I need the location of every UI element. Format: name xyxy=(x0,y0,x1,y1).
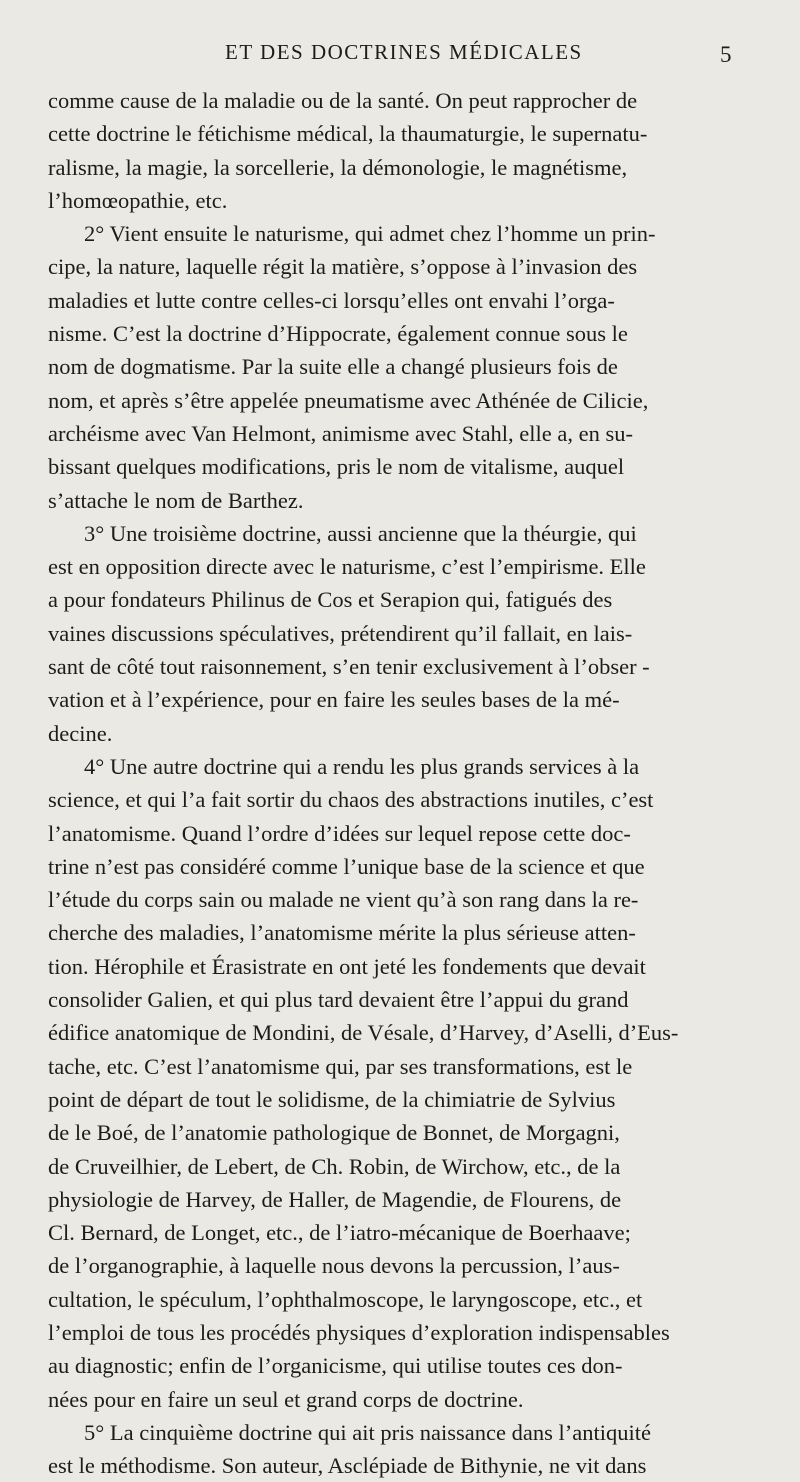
text-line: bissant quelques modifications, pris le nom de vitalisme, auquel xyxy=(48,454,625,480)
text-line: cette doctrine le fétichisme médical, la thaumaturgie, le supernatu- xyxy=(48,121,648,147)
text-line: cultation, le spéculum, l’ophthalmoscope, le laryngoscope, etc., et xyxy=(48,1286,643,1312)
text-line: maladies et lutte contre celles-ci lorsqu’elles ont envahi l’orga- xyxy=(48,287,615,313)
text-line: science, et qui l’a fait sortir du chaos des abstractions inutiles, c’est xyxy=(48,787,654,813)
text-line: 4° Une autre doctrine qui a rendu les plus grands services à la xyxy=(84,753,640,779)
text-line: l’étude du corps sain ou malade ne vient qu’à son rang dans la re- xyxy=(48,887,639,913)
text-line: l’emploi de tous les procédés physiques d’exploration indispensables xyxy=(48,1319,670,1345)
text-line: au diagnostic; enfin de l’organicisme, qui utilise toutes ces don- xyxy=(48,1353,623,1379)
text-line: comme cause de la maladie ou de la santé. On peut rapprocher de xyxy=(48,88,638,113)
text-line: s’attache le nom de Barthez. xyxy=(48,487,304,513)
text-line: est le méthodisme. Son auteur, Asclépiade de Bithynie, ne vit dans xyxy=(48,1453,647,1479)
text-line: nées pour en faire un seul et grand corps de doctrine. xyxy=(48,1386,524,1412)
text-line: de l’organographie, à laquelle nous devons la percussion, l’aus- xyxy=(48,1253,620,1279)
text-line: nisme. C’est la doctrine d’Hippocrate, également connue sous le xyxy=(48,321,628,347)
text-line: l’anatomisme. Quand l’ordre d’idées sur lequel repose cette doc- xyxy=(48,820,631,846)
text-line: decine. xyxy=(48,720,113,746)
text-line: cherche des maladies, l’anatomisme mérite la plus sérieuse atten- xyxy=(48,920,636,946)
text-line: de Cruveilhier, de Lebert, de Ch. Robin, de Wirchow, etc., de la xyxy=(48,1153,621,1179)
text-line: Cl. Bernard, de Longet, etc., de l’iatro-mécanique de Boerhaave; xyxy=(48,1220,631,1246)
text-line: cipe, la nature, laquelle régit la matière, s’oppose à l’invasion des xyxy=(48,254,638,280)
text-line: ralisme, la magie, la sorcellerie, la démonologie, le magnétisme, xyxy=(48,154,628,180)
page-number: 5 xyxy=(720,42,732,67)
text-line: 3° Une troisième doctrine, aussi ancienne que la théurgie, qui xyxy=(84,520,637,546)
text-line: a pour fondateurs Philinus de Cos et Serapion qui, fatigués des xyxy=(48,587,613,613)
text-line: consolider Galien, et qui plus tard devaient être l’appui du grand xyxy=(48,987,629,1013)
text-line: nom de dogmatisme. Par la suite elle a changé plusieurs fois de xyxy=(48,354,618,380)
text-line: tion. Hérophile et Érasistrate en ont jeté les fondements que devait xyxy=(48,953,646,979)
text-line: de le Boé, de l’anatomie pathologique de Bonnet, de Morgagni, xyxy=(48,1120,620,1146)
text-line: nom, et après s’être appelée pneumatisme avec Athénée de Cilicie, xyxy=(48,387,649,413)
text-line: est en opposition directe avec le naturisme, c’est l’empirisme. Elle xyxy=(48,554,646,580)
text-line: l’homœopathie, etc. xyxy=(48,187,228,213)
text-line: 5° La cinquième doctrine qui ait pris naissance dans l’antiquité xyxy=(84,1419,651,1445)
body-text xyxy=(48,84,768,1482)
text-line: point de départ de tout le solidisme, de la chimiatrie de Sylvius xyxy=(48,1086,616,1112)
text-line: vation et à l’expérience, pour en faire les seules bases de la mé- xyxy=(48,687,620,713)
text-line: sant de côté tout raisonnement, s’en tenir exclusivement à l’obser - xyxy=(48,654,650,680)
text-line: physiologie de Harvey, de Haller, de Magendie, de Flourens, de xyxy=(48,1186,622,1212)
running-head xyxy=(0,40,800,70)
text-line: tache, etc. C’est l’anatomisme qui, par ses transformations, est le xyxy=(48,1053,633,1079)
text-line: archéisme avec Van Helmont, animisme avec Stahl, elle a, en su- xyxy=(48,420,633,446)
running-title: ET DES DOCTRINES MÉDICALES xyxy=(225,40,583,64)
text-line: 2° Vient ensuite le naturisme, qui admet chez l’homme un prin- xyxy=(84,221,656,247)
text-line: édifice anatomique de Mondini, de Vésale, d’Harvey, d’Aselli, d’Eus- xyxy=(48,1020,679,1046)
text-line: trine n’est pas considéré comme l’unique base de la science et que xyxy=(48,853,645,879)
text-line: vaines discussions spéculatives, prétendirent qu’il fallait, en lais- xyxy=(48,620,633,646)
